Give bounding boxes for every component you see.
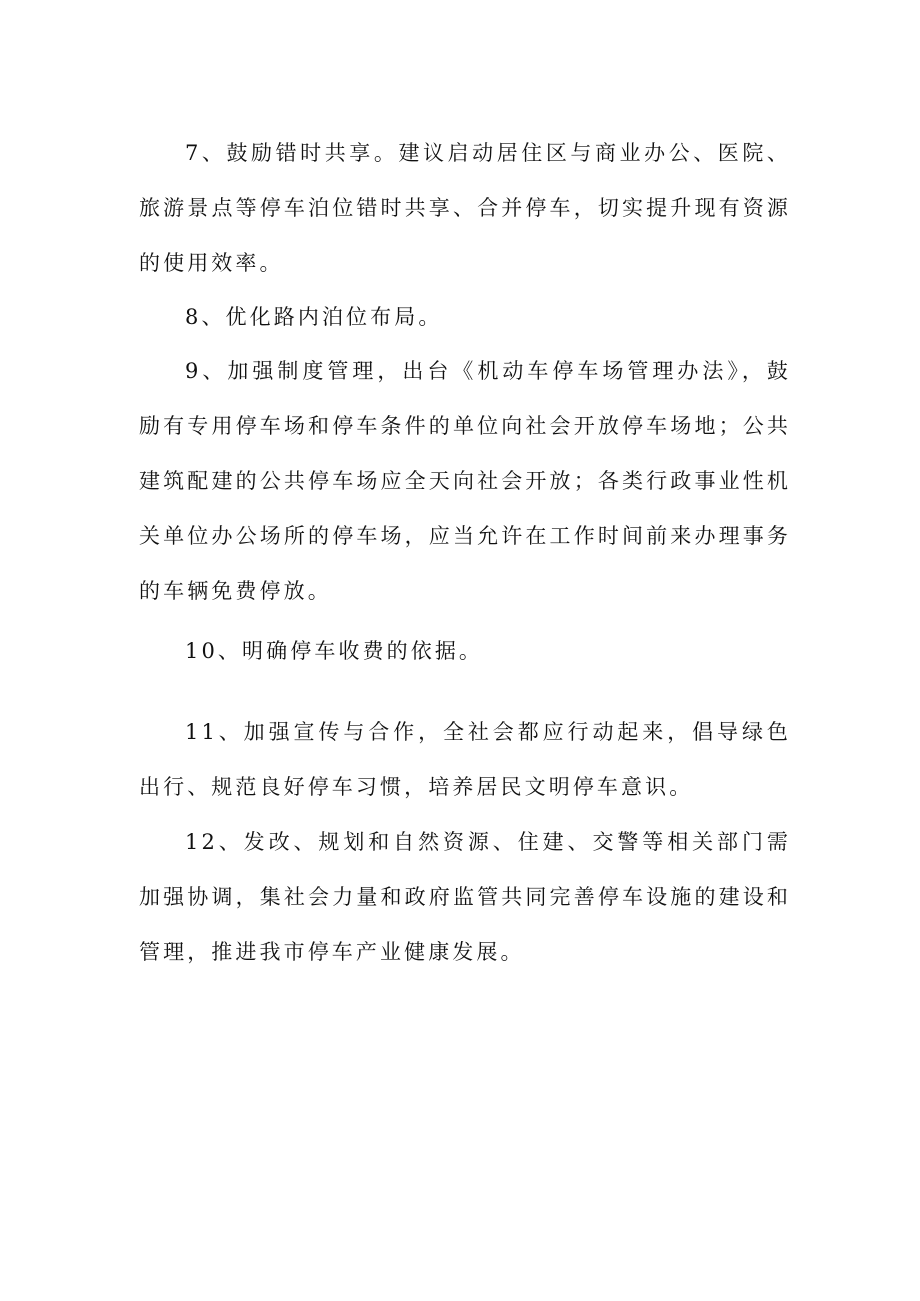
paragraph-10: 10、明确停车收费的依据。	[185, 639, 484, 663]
paragraph-8: 8、优化路内泊位布局。	[185, 305, 443, 329]
paragraph-9: 9、加强制度管理，出台《机动车停车场管理办法》，鼓励有专用停车场和停车条件的单位向社会开放停车场地；公共建筑配建的公共停车场应全天向社会开放；各类行政事业性机关单位办公场所的停车场，应当允许在工作时间前来办理事务的车辆免费停放。	[139, 359, 791, 603]
paragraph-7: 7、鼓励错时共享。建议启动居住区与商业办公、医院、旅游景点等停车泊位错时共享、合并停车，切实提升现有资源的使用效率。	[139, 141, 791, 275]
paragraph-11: 11、加强宣传与合作，全社会都应行动起来，倡导绿色出行、规范良好停车习惯，培养居民文明停车意识。	[139, 720, 791, 799]
paragraph-12: 12、发改、规划和自然资源、住建、交警等相关部门需加强协调，集社会力量和政府监管共同完善停车设施的建设和管理，推进我市停车产业健康发展。	[139, 830, 791, 964]
